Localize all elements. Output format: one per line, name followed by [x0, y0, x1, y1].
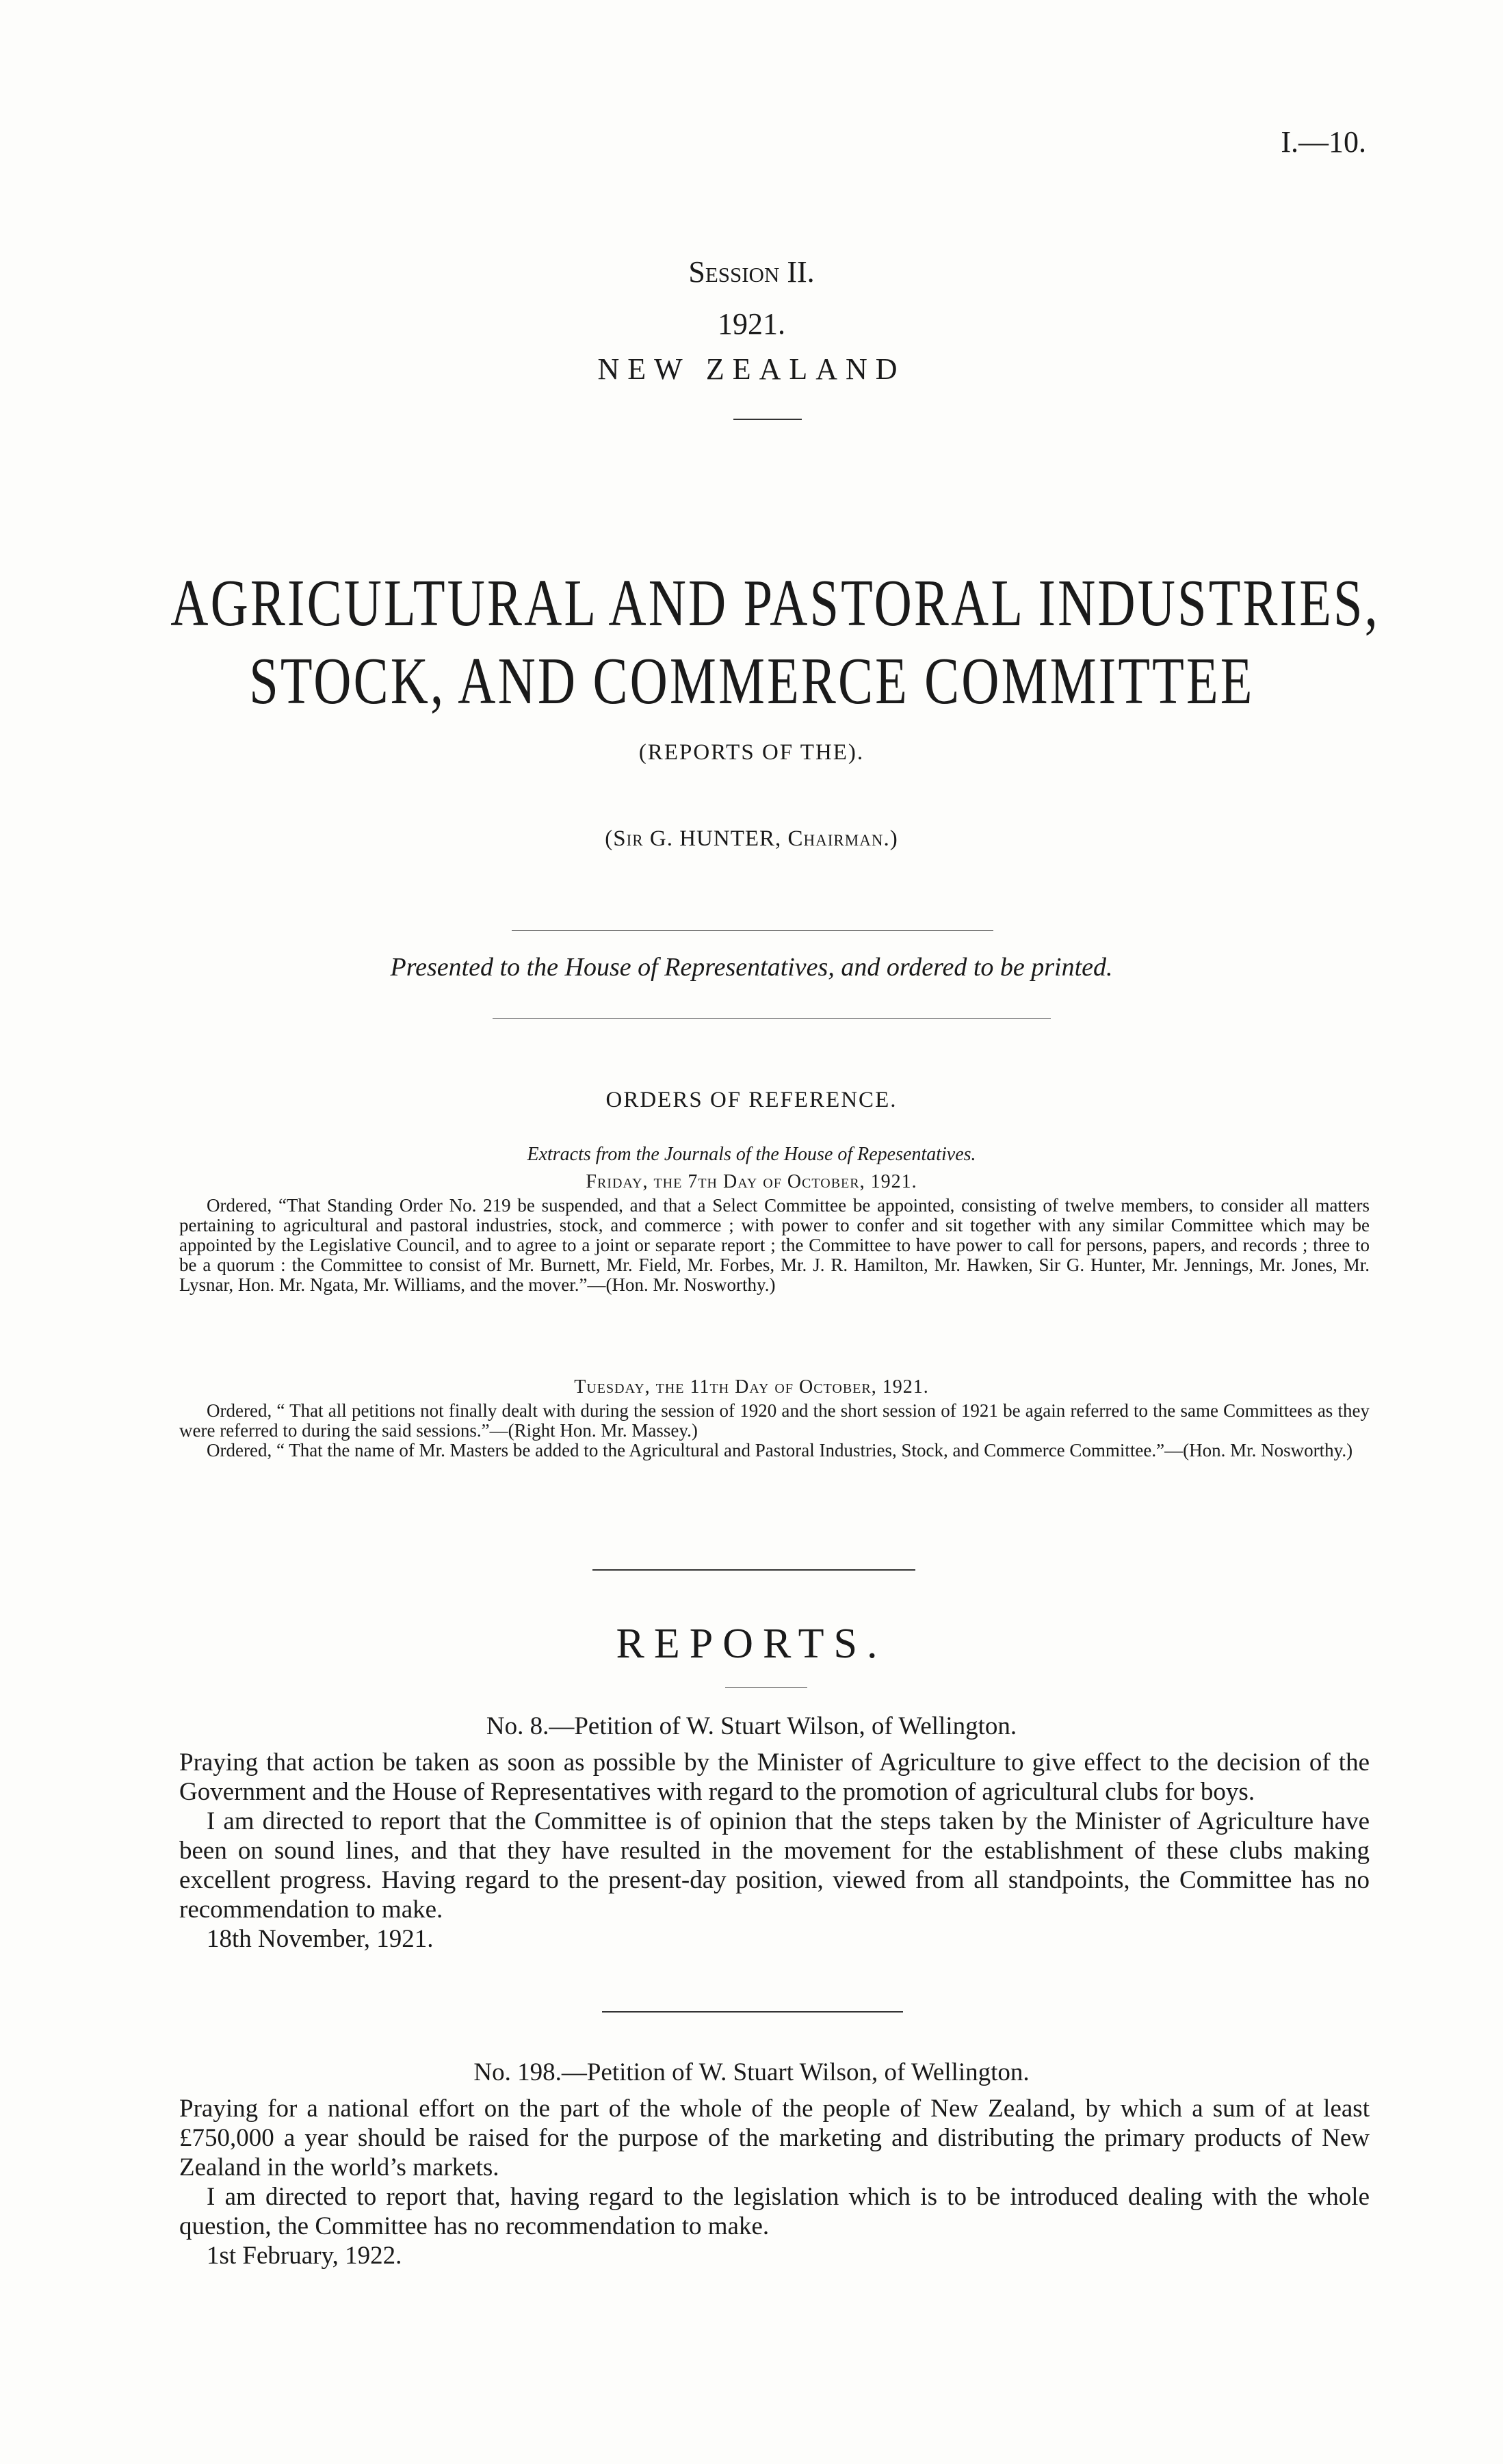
report-divider — [602, 2011, 903, 2013]
session-label: Session II. — [688, 255, 815, 289]
order-date-2: Tuesday, the 11th Day of October, 1921. — [574, 1376, 929, 1398]
report-title: No. 8.—Petition of W. Stuart Wilson, of Wellington. — [486, 1712, 1017, 1740]
journal-extract-note: Extracts from the Journals of the House of Repesentatives. — [527, 1144, 976, 1165]
country-name: NEW ZEALAND — [597, 352, 906, 386]
page-reference: I.—10. — [1281, 125, 1366, 159]
divider-above-presented — [512, 930, 993, 931]
chairman-line: (Sir G. HUNTER, Chairman.) — [605, 826, 898, 851]
report-body — [179, 1748, 1370, 1954]
report-praying: Praying for a national effort on the part of the whole of the people of New Zealand, by which a sum of at least £750,000 a year should be raised for the purpose of the marketing and distributing the primary products of New Zealand in the world’s markets. — [179, 2095, 1370, 2181]
session-year: 1921. — [718, 307, 785, 341]
title-line-1: AGRICULTURAL AND PASTORAL INDUSTRIES, — [170, 566, 1380, 640]
order-paragraph-1: Ordered, “That Standing Order No. 219 be suspended, and that a Select Committee be appointed, consisting of twelve members, to consider all matters pertaining to agricultural and pastoral industries, stock, and commerce ; with power to confer and sit together with any similar Committee which may be appointed by the Legislative Council, and to agree to a joint or separate report ; the Committee to have power to call for persons, papers, and records ; three to be a quorum : the Committee to consist of Mr. Burnett, Mr. Field, Mr. Forbes, Mr. J. R. Hamilton, Mr. Hawken, Sir G. Hunter, Mr. Jennings, Mr. Jones, Mr. Lysnar, Hon. Mr. Ngata, Mr. Williams, and the mover.”—(Hon. Mr. Nosworthy.) — [179, 1195, 1370, 1295]
report-praying: Praying that action be taken as soon as possible by the Minister of Agriculture to give effect to the decision of the Government and the House of Representatives with regard to the promotion of agricultural clubs for boys. — [179, 1748, 1370, 1806]
report-date: 18th November, 1921. — [207, 1925, 434, 1953]
orders-end-divider — [592, 1569, 915, 1571]
report-finding: I am directed to report that, having regard to the legislation which is to be introduced dealing with the whole question, the Committee has no recommendation to make. — [179, 2183, 1370, 2240]
title-line-2: STOCK, AND COMMERCE COMMITTEE — [248, 644, 1255, 718]
report-finding: I am directed to report that the Committee is of opinion that the steps taken by the Minister of Agriculture have been on sound lines, and that they have resulted in the movement for the establishment of these clubs making excellent progress. Having regard to the present-day position, viewed from all standpoints, the Committee has no recommendation to make. — [179, 1807, 1370, 1924]
report-title: No. 198.—Petition of W. Stuart Wilson, of Wellington. — [473, 2058, 1030, 2086]
reports-heading-divider — [725, 1687, 807, 1688]
masthead-divider — [733, 419, 802, 420]
report-date: 1st February, 1922. — [207, 2242, 402, 2270]
orders-block-2 — [179, 1401, 1370, 1460]
order-date-1: Friday, the 7th Day of October, 1921. — [586, 1171, 917, 1192]
orders-block-1 — [179, 1196, 1370, 1295]
orders-heading: ORDERS OF REFERENCE. — [605, 1088, 898, 1112]
report-body — [179, 2094, 1370, 2270]
reports-heading: REPORTS. — [616, 1621, 887, 1667]
order-paragraph-3: Ordered, “ That the name of Mr. Masters be added to the Agricultural and Pastoral Industries, Stock, and Commerce Committee.”—(Hon. Mr. Nosworthy.) — [207, 1440, 1353, 1460]
divider-below-presented — [493, 1018, 1051, 1019]
presented-statement: Presented to the House of Representatives, and ordered to be printed. — [390, 953, 1113, 982]
title-subtitle: (REPORTS OF THE). — [638, 740, 865, 765]
order-paragraph-2: Ordered, “ That all petitions not finally dealt with during the session of 1920 and the short session of 1921 be again referred to the same Committees as they were referred to during the said sessions.”—(Right Hon. Mr. Massey.) — [179, 1400, 1370, 1441]
